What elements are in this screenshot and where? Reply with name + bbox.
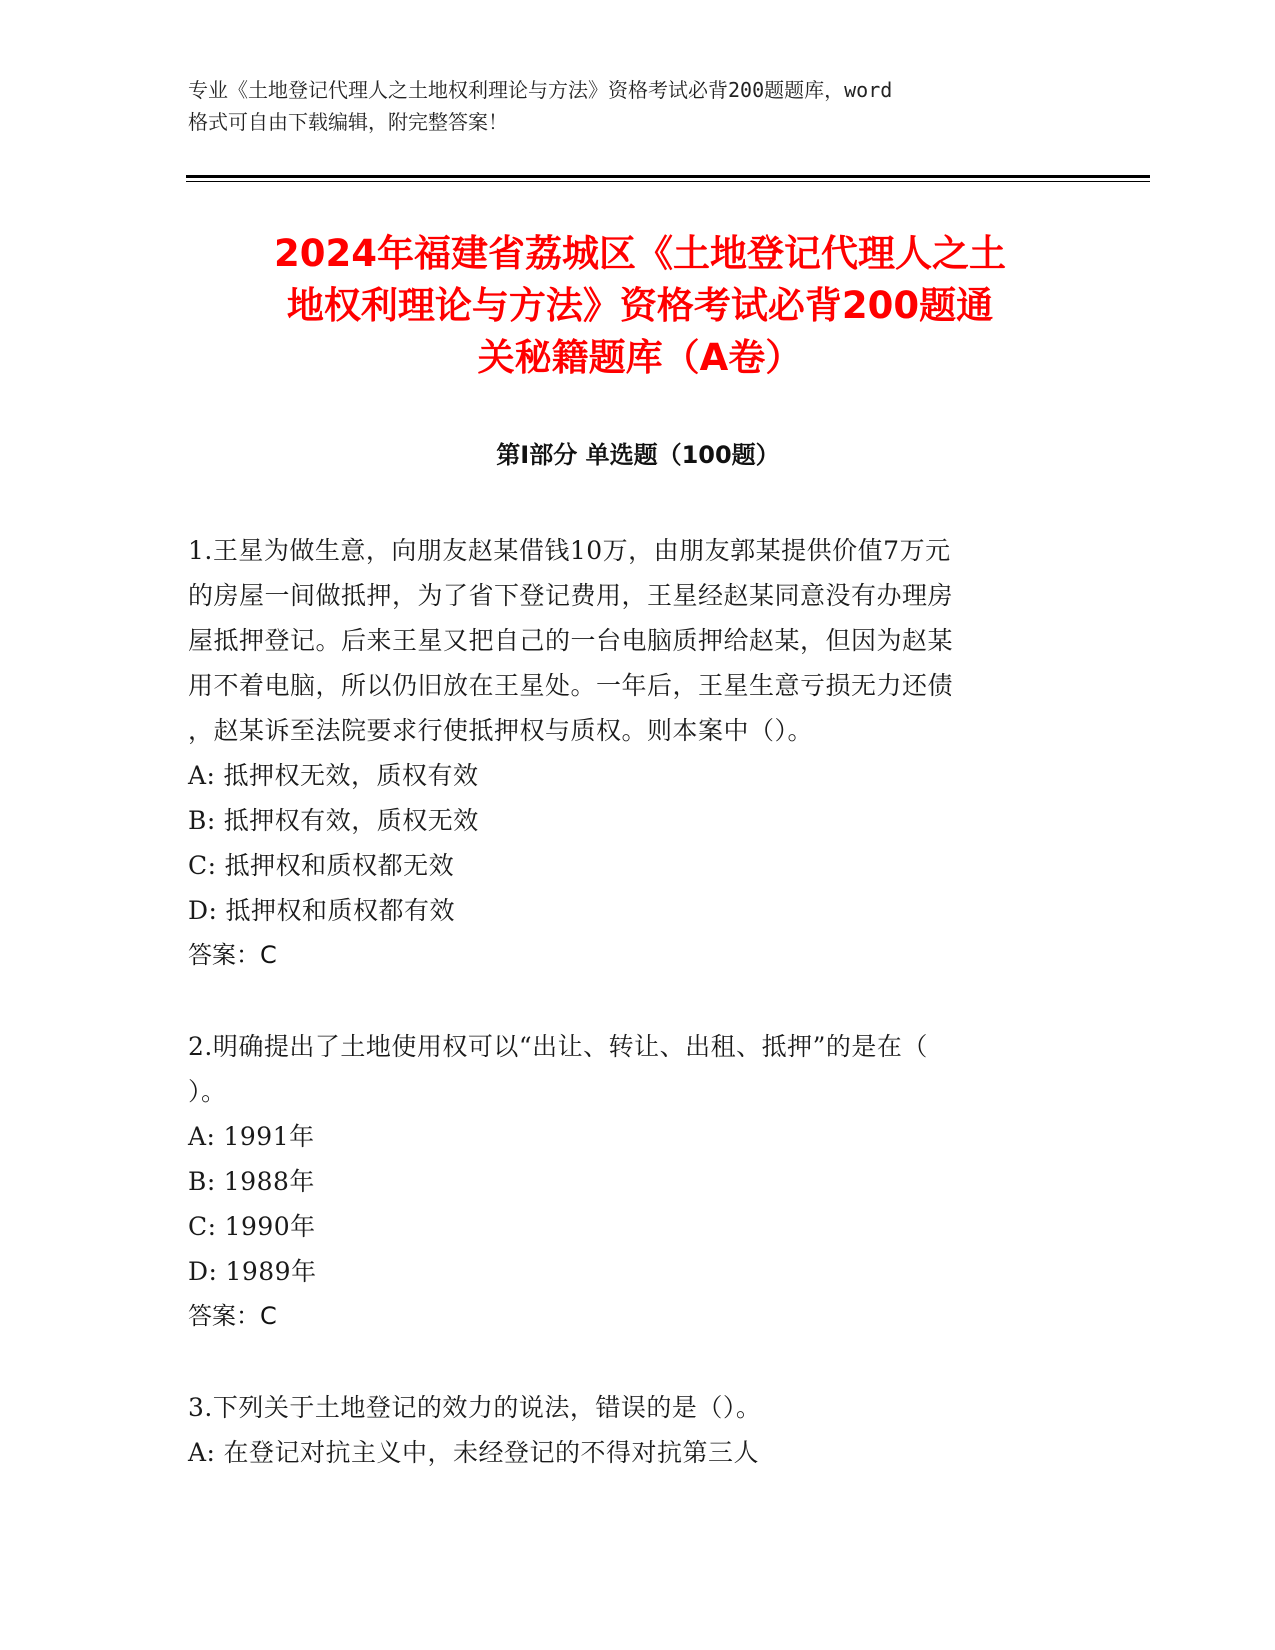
document-title-line: 2024年福建省荔城区《土地登记代理人之土 bbox=[274, 232, 1006, 275]
question-stem-line: 的房屋一间做抵押，为了省下登记费用，王星经赵某同意没有办理房 bbox=[188, 581, 954, 610]
question-answer: 答案：C bbox=[188, 941, 277, 969]
question-option bbox=[188, 1204, 1068, 1249]
document-title bbox=[160, 228, 1120, 384]
question-stem bbox=[188, 528, 1068, 753]
question-option bbox=[188, 1114, 1068, 1159]
option-text: 抵押权无效，质权有效 bbox=[223, 761, 479, 790]
question-stem-line: ，赵某诉至法院要求行使抵押权与质权。则本案中（）。 bbox=[188, 716, 814, 745]
question-option bbox=[188, 798, 1068, 843]
option-key: C: bbox=[188, 1212, 217, 1241]
option-key: D: bbox=[188, 896, 218, 925]
question-stem bbox=[188, 1024, 1068, 1114]
question-option bbox=[188, 843, 1068, 888]
question-answer: 答案：C bbox=[188, 1302, 277, 1330]
question-stem-line: 1.王星为做生意，向朋友赵某借钱10万，由朋友郭某提供价值7万元 bbox=[188, 536, 951, 565]
option-key: B: bbox=[188, 806, 216, 835]
header-note-line: 格式可自由下载编辑，附完整答案！ bbox=[188, 110, 508, 134]
option-key: D: bbox=[188, 1257, 218, 1286]
question-item bbox=[188, 1024, 1068, 1339]
option-text: 1988年 bbox=[223, 1167, 315, 1196]
question-item bbox=[188, 528, 1068, 978]
option-text: 在登记对抗主义中，未经登记的不得对抗第三人 bbox=[223, 1438, 759, 1467]
header-note-line: 专业《土地登记代理人之土地权利理论与方法》资格考试必背200题题库，word bbox=[188, 78, 893, 102]
option-key: C: bbox=[188, 851, 217, 880]
document-title-line: 关秘籍题库（A卷） bbox=[477, 336, 803, 379]
option-key: B: bbox=[188, 1167, 216, 1196]
option-text: 1991年 bbox=[223, 1122, 315, 1151]
option-key: A: bbox=[188, 1438, 216, 1467]
question-option bbox=[188, 1430, 1068, 1475]
question-option bbox=[188, 1159, 1068, 1204]
document-title-line: 地权利理论与方法》资格考试必背200题通 bbox=[286, 284, 994, 327]
option-key: A: bbox=[188, 1122, 216, 1151]
option-text: 抵押权和质权都有效 bbox=[225, 896, 455, 925]
header-note bbox=[188, 74, 1068, 138]
option-text: 1989年 bbox=[225, 1257, 317, 1286]
question-option bbox=[188, 888, 1068, 933]
header-divider-thin bbox=[186, 181, 1150, 182]
question-item bbox=[188, 1385, 1068, 1475]
option-key: A: bbox=[188, 761, 216, 790]
question-list bbox=[188, 528, 1068, 1521]
question-stem-line: 3.下列关于土地登记的效力的说法，错误的是（）。 bbox=[188, 1393, 762, 1422]
header-divider-thick bbox=[186, 175, 1150, 178]
option-text: 1990年 bbox=[224, 1212, 316, 1241]
question-stem bbox=[188, 1385, 1068, 1430]
question-stem-line: 2.明确提出了土地使用权可以“出让、转让、出租、抵押”的是在（ bbox=[188, 1032, 928, 1061]
option-text: 抵押权有效，质权无效 bbox=[223, 806, 479, 835]
question-stem-line: 屋抵押登记。后来王星又把自己的一台电脑质押给赵某，但因为赵某 bbox=[188, 626, 954, 655]
section-title: 第Ⅰ部分 单选题（100题） bbox=[496, 441, 780, 469]
question-option bbox=[188, 1249, 1068, 1294]
question-stem-line: ）。 bbox=[188, 1077, 227, 1106]
option-text: 抵押权和质权都无效 bbox=[224, 851, 455, 880]
question-stem-line: 用不着电脑，所以仍旧放在王星处。一年后，王星生意亏损无力还债 bbox=[188, 671, 954, 700]
question-option bbox=[188, 753, 1068, 798]
